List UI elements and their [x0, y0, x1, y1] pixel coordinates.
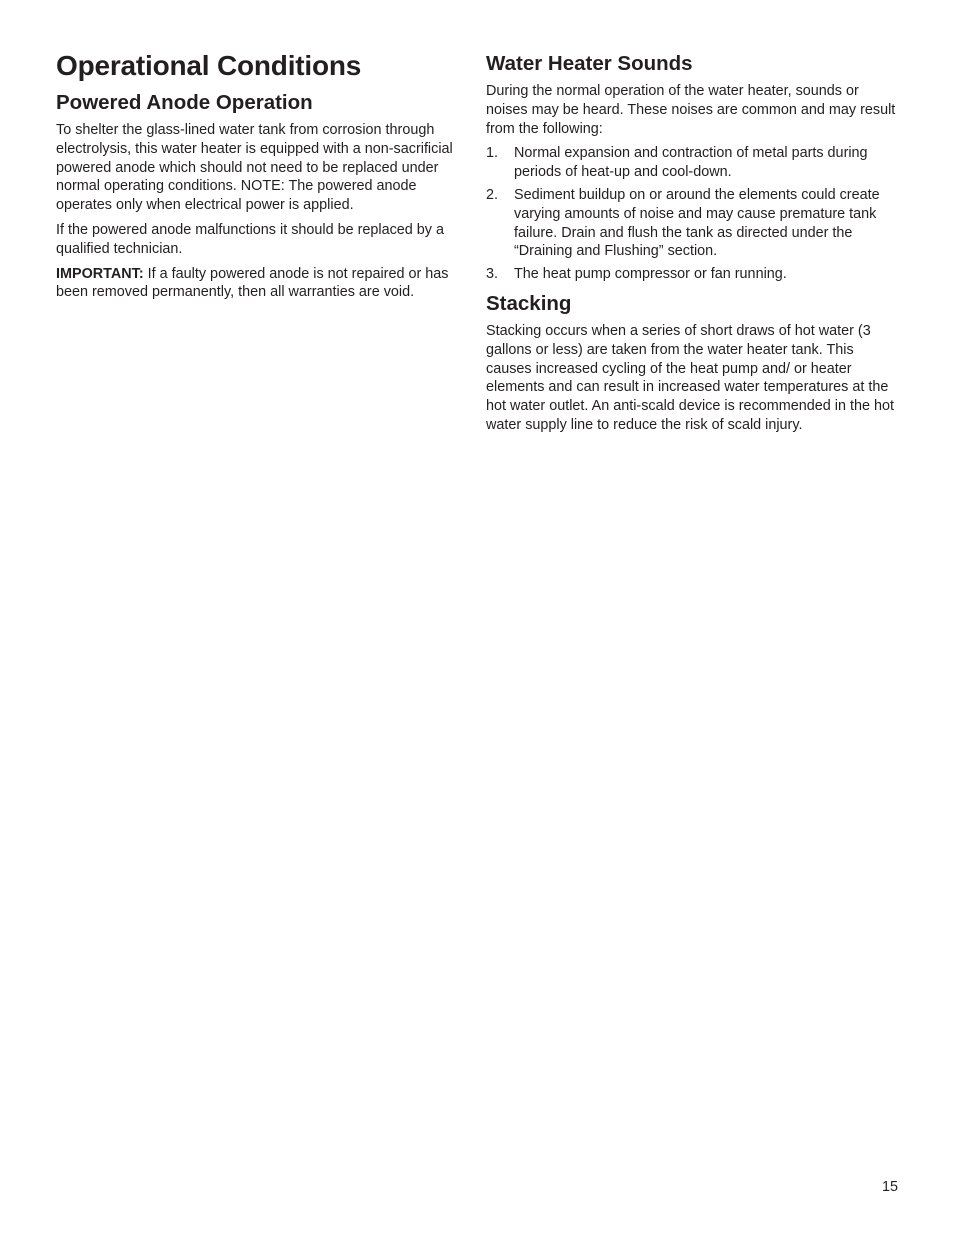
water-heater-sounds-heading: Water Heater Sounds	[486, 52, 693, 75]
list-item-text: Sediment buildup on or around the elements could create varying amounts of noise and may cause premature tank failure. Drain and flush the tank as directed under the “Draining and Flushing” section.	[514, 186, 880, 260]
list-item-number: 1.	[486, 145, 499, 162]
stacking-paragraph: Stacking occurs when a series of short draws of hot water (3 gallons or less) are taken from the water heater tank. This causes increased cycling of the heat pump and/ or heater elements and can result in increased water temperatures at the hot water outlet. An anti-scald device is recommended in the hot water supply line to reduce the risk of scald injury.	[486, 323, 894, 433]
important-label: IMPORTANT:	[56, 265, 144, 282]
list-item-text: Normal expansion and contraction of metal parts during periods of heat-up and cool-down.	[514, 145, 868, 181]
powered-anode-section	[56, 90, 470, 302]
important-text: If a faulty powered anode is not repaired or has been removed permanently, then all warranties are void.	[56, 265, 449, 301]
water-heater-sounds-section	[486, 51, 898, 288]
water-heater-sounds-intro: During the normal operation of the water heater, sounds or noises may be heard. These noises are common and may result from the following:	[486, 83, 896, 137]
list-item	[486, 186, 898, 261]
stacking-heading: Stacking	[486, 292, 572, 315]
stacking-section	[486, 291, 898, 435]
powered-anode-paragraph-1: To shelter the glass-lined water tank from corrosion through electrolysis, this water heater is equipped with a non-sacrificial powered anode which should not need to be replaced under normal operating conditions. NOTE: The powered anode operates only when electrical power is applied.	[56, 122, 453, 214]
powered-anode-paragraph-2: If the powered anode malfunctions it should be replaced by a qualified technician.	[56, 221, 444, 257]
sound-causes-list	[486, 144, 898, 284]
list-item	[486, 144, 898, 182]
list-item-text: The heat pump compressor or fan running.	[514, 266, 787, 283]
list-item	[486, 265, 898, 284]
important-notice	[56, 265, 470, 303]
powered-anode-heading: Powered Anode Operation	[56, 91, 313, 114]
page-title: Operational Conditions	[56, 50, 362, 81]
list-item-number: 3.	[486, 266, 499, 283]
list-item-number: 2.	[486, 186, 499, 203]
page-number: 15	[881, 1179, 898, 1195]
